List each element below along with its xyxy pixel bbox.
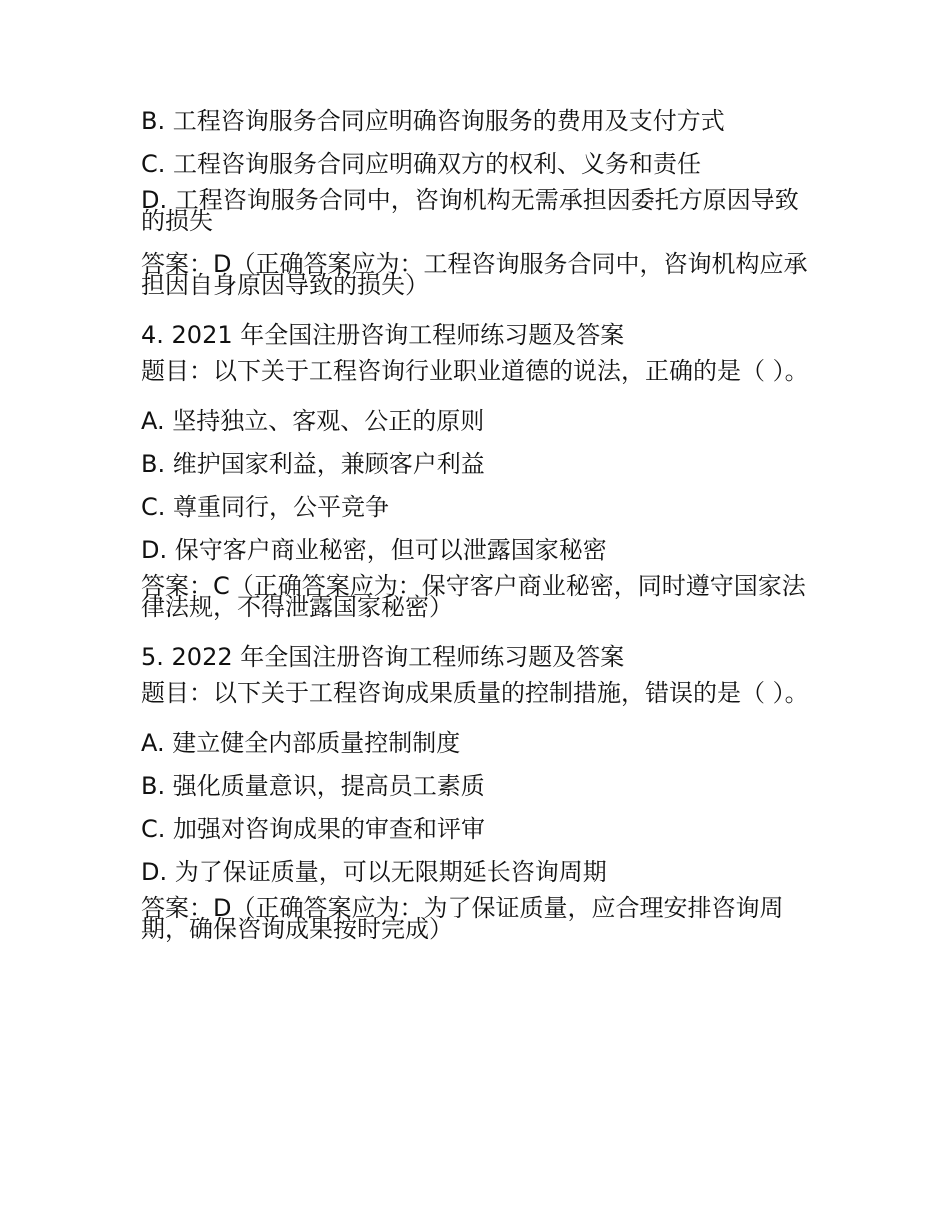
answer-q4: 答案：C（正确答案应为：保守客户商业秘密，同时遵守国家法律法规，不得泄露国家秘密） <box>141 572 806 621</box>
option-d-q3: D. 工程咨询服务合同中，咨询机构无需承担因委托方原因导致的损失 <box>141 186 799 235</box>
option-b-q3: B. 工程咨询服务合同应明确咨询服务的费用及支付方式 <box>141 107 725 135</box>
option-c-q3: C. 工程咨询服务合同应明确双方的权利、义务和责任 <box>141 150 702 178</box>
option-b-q5: B. 强化质量意识，提高员工素质 <box>141 772 485 800</box>
option-d-q4: D. 保守客户商业秘密，但可以泄露国家秘密 <box>141 536 607 564</box>
option-c-q5: C. 加强对咨询成果的审查和评审 <box>141 815 486 843</box>
question-q5: 题目：以下关于工程咨询成果质量的控制措施，错误的是（ ）。 <box>141 679 809 707</box>
option-a-q4: A. 坚持独立、客观、公正的原则 <box>141 407 485 435</box>
heading-q5: 5. 2022 年全国注册咨询工程师练习题及答案 <box>141 643 625 671</box>
answer-q3: 答案：D（正确答案应为：工程咨询服务合同中，咨询机构应承担因自身原因导致的损失） <box>141 250 808 299</box>
option-b-q4: B. 维护国家利益，兼顾客户利益 <box>141 450 485 478</box>
option-c-q4: C. 尊重同行，公平竞争 <box>141 493 390 521</box>
heading-q4: 4. 2021 年全国注册咨询工程师练习题及答案 <box>141 321 625 349</box>
option-d-q5: D. 为了保证质量，可以无限期延长咨询周期 <box>141 858 607 886</box>
document-body <box>141 104 811 962</box>
option-a-q5: A. 建立健全内部质量控制制度 <box>141 729 461 757</box>
question-q4: 题目：以下关于工程咨询行业职业道德的说法，正确的是（ ）。 <box>141 357 809 385</box>
answer-q5: 答案：D（正确答案应为：为了保证质量，应合理安排咨询周期，确保咨询成果按时完成） <box>141 894 784 943</box>
